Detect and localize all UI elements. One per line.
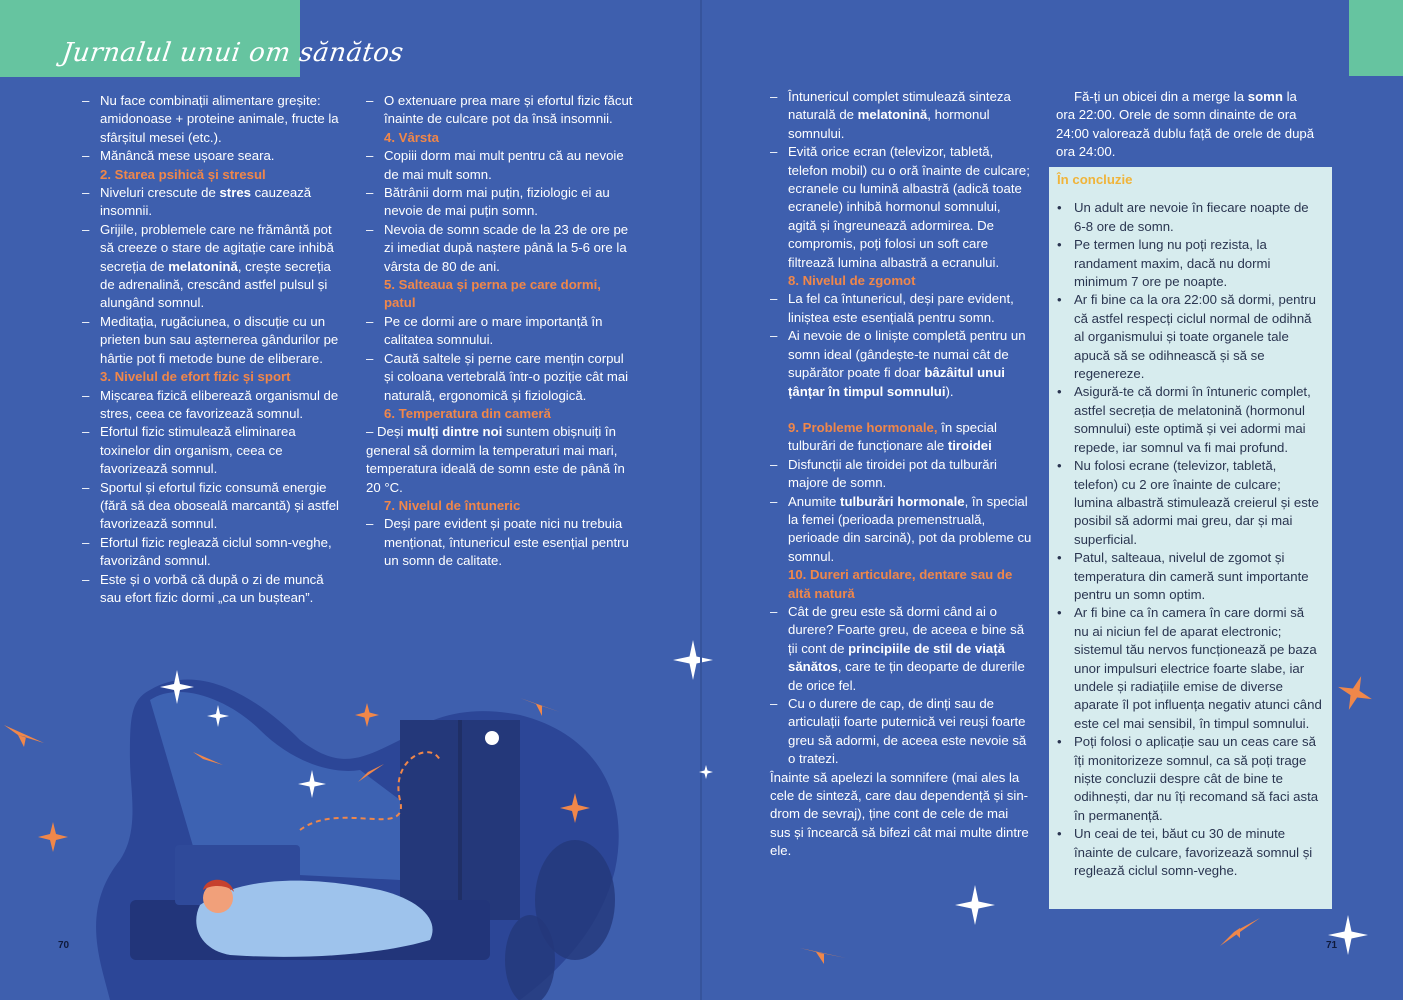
sparkle-icon bbox=[673, 640, 713, 680]
section-heading: 6. Temperatura din cameră bbox=[384, 405, 551, 421]
list-item: – La fel ca întunericul, deși pare evident, liniștea este esențială pentru somn. bbox=[770, 291, 1014, 325]
list-item: • Nu folosi ecrane (televizor, tabletă, telefon) cu 2 ore înainte de culcare; lumina albastră stimulează creierul și este posibil să adormi mai greu, dar și mai superficial. bbox=[1057, 458, 1319, 547]
list-item: – Copiii dorm mai mult pentru că au nevoie de mai mult somn. bbox=[366, 148, 624, 182]
section-heading: 5. Salteaua și perna pe care dormi, patul bbox=[384, 277, 601, 311]
list-item: – Nevoia de somn scade de la 23 de ore pe zi imediat după naștere până la 5-6 ore la vârsta de 80 de ani. bbox=[366, 221, 629, 274]
section-heading: 2. Starea psihică și stresul bbox=[100, 166, 266, 182]
sparkle-icon bbox=[1337, 675, 1373, 711]
list-item: – O extenuare prea mare și efortul fizic făcut înainte de culcare pot da însă insomnii. bbox=[366, 93, 633, 127]
list-item: – Este și o vorbă că după o zi de muncă sau efort fizic dormi „ca un buștean”. bbox=[82, 571, 324, 605]
list-item: • Ar fi bine ca la ora 22:00 să dormi, pentru că astfel respecți ciclul normal de odihnă al organismului și toate organele tale apucă să se odihnească și să se regenereze. bbox=[1057, 292, 1316, 382]
conclusion-box bbox=[1049, 167, 1332, 909]
sleeping-person-illustration bbox=[0, 660, 700, 1000]
list-item: – Întunericul complet stimulează sinteza naturală de melatonină, hormonul somnului. bbox=[770, 89, 1011, 141]
paper-plane-icon bbox=[520, 694, 560, 716]
list-item: • Asigură-te că dormi în întuneric complet, astfel secreția de melatonină (hormonul somnului) este optimă și vei adormi mai repede, iar somnul va fi mai profund. bbox=[1057, 384, 1311, 455]
paper-plane-icon bbox=[4, 723, 44, 747]
box-title: În concluzie bbox=[1057, 172, 1133, 187]
left-column-2 bbox=[366, 92, 634, 571]
section-heading: 8. Nivelul de zgomot bbox=[788, 273, 916, 289]
list-item: • Pe termen lung nu poți rezista, la randament maxim, dacă nu dormi minimum 7 ore pe noapte. bbox=[1057, 237, 1271, 290]
list-item: • Ar fi bine ca în camera în care dormi să nu ai niciun fel de aparat electronic; sistemul tău nervos funcționează pe baza unor impulsuri electrice foarte slabe, iar undele și radiațiile emise de diverse aparate îl pot influența negativ atunci când este cel mai sensibil, în timpul somnului. bbox=[1057, 605, 1322, 731]
list-item: • Un ceai de tei, băut cu 30 de minute înainte de culcare, favorizează somnul și reglează ciclul somn-veghe. bbox=[1057, 826, 1313, 879]
list-item: – Evită orice ecran (televizor, tabletă, telefon mobil) cu o oră înainte de culcare; ecranele cu lumină albastră (adică toate ecranele) inhibă hormonul somnului, agită și îngreunează adormirea. De compromis, poți folosi un soft care filtrează lumina albastră a ecranului. bbox=[770, 144, 1030, 270]
section-heading: 10. Dureri articulare, dentare sau de altă natură bbox=[788, 567, 1013, 601]
sparkle-icon bbox=[355, 703, 379, 727]
list-item: – Grijile, problemele care ne frământă pot să creeze o stare de agitație care inhibă secreția de melatonină, crește secreția de adrenalină, crescând astfel pulsul și alungând somnul. bbox=[82, 221, 334, 311]
list-item: – Deși pare evident și poate nici nu trebuia menționat, întunericul este esențial pentru un somn de calitate. bbox=[366, 516, 629, 569]
sparkle-icon bbox=[38, 822, 68, 852]
sparkle-icon bbox=[955, 885, 995, 925]
list-item: • Patul, salteaua, nivelul de zgomot și temperatura din cameră sunt importante pentru un somn optim. bbox=[1057, 550, 1309, 602]
list-item: – Meditația, rugăciunea, o discuție cu un prieten bun sau așternerea gândurilor pe hârtie pot fi metode bune de eliberare. bbox=[82, 313, 339, 366]
page-number: 71 bbox=[1326, 940, 1338, 951]
list-item: – Bătrânii dorm mai puțin, fiziologic ei au nevoie de mai puțin somn. bbox=[366, 185, 610, 219]
page-title: Jurnalul unui om sănătos bbox=[59, 38, 406, 68]
list-item: – Sportul și efortul fizic consumă energie (fără să dea oboseală marcantă) și astfel favorizează somnul. bbox=[82, 479, 339, 532]
section-heading: 3. Nivelul de efort fizic și sport bbox=[100, 369, 291, 385]
list-item: – Mișcarea fizică eliberează organismul de stres, ceea ce favorizează somnul. bbox=[82, 387, 339, 421]
paragraph: Fă-ți un obicei din a merge la somn la ora 22:00. Orele de somn dinainte de ora 24:00 valorează dublu față de orele de după ora 24:00. bbox=[1056, 89, 1315, 160]
section-heading: 9. Probleme hormonale, în special tulburări de funcționare ale tiroidei bbox=[788, 419, 997, 454]
list-item: – Nu face combinații alimentare greșite: amidonoase + proteine animale, fructe la sfârșitul mesei (etc.). bbox=[82, 93, 339, 145]
list-item: – Anumite tulburări hormonale, în special la femei (perioada premenstruală, perioade din sarcină), pot da probleme cu somnul. bbox=[770, 493, 1032, 564]
list-item: – Pe ce dormi are o mare importanță în calitatea somnului. bbox=[366, 313, 603, 348]
paper-plane-icon bbox=[800, 938, 846, 964]
paragraph: Înainte să apelezi la somnifere (mai ales la cele de sinteză, care dau dependență și sin- drom de sevraj), ține cont de cele de mai sus și încearcă să bifezi cât mai multe dintre ele. bbox=[770, 769, 1029, 859]
right-column-2-intro bbox=[1056, 88, 1318, 162]
left-column-1 bbox=[82, 92, 348, 607]
moon-icon bbox=[485, 731, 499, 745]
list-item: – Ai nevoie de o liniște completă pentru un somn ideal (gândește-te numai cât de supărător poate fi doar bâzâitul unui țânțar în timpul somnului). bbox=[770, 328, 1026, 399]
sparkle-icon bbox=[560, 793, 590, 823]
left-page bbox=[0, 0, 701, 1000]
list-item: – Niveluri crescute de stres cauzează insomnii. bbox=[82, 185, 312, 219]
paper-plane-icon bbox=[193, 750, 223, 768]
list-item: – Mănâncă mese ușoare seara. bbox=[82, 148, 275, 164]
paper-plane-icon bbox=[1220, 918, 1260, 948]
list-item: • Un adult are nevoie în fiecare noapte de 6-8 ore de somn. bbox=[1057, 200, 1309, 234]
sparkle-icon bbox=[699, 765, 713, 779]
sparkle-icon bbox=[298, 770, 326, 798]
paper-plane-icon bbox=[358, 764, 384, 784]
list-item: – Cât de greu este să dormi când ai o durere? Foarte greu, de aceea e bine să ții cont de principiile de stil de viață sănătos, care te țin deoparte de durerile de orice fel. bbox=[770, 603, 1025, 693]
sparkle-icon bbox=[160, 670, 194, 704]
sparkle-icon bbox=[207, 705, 229, 727]
paragraph: – Deși mulți dintre noi suntem obișnuiți în general să dormim la temperaturi mai mari, temperatura ideală de somn este de până în 20 °C. bbox=[366, 424, 625, 495]
list-item: – Efortul fizic reglează ciclul somn-veghe, favorizând somnul. bbox=[82, 534, 332, 569]
list-item: – Cu o durere de cap, de dinți sau de articulații foarte puternică vei reuși foarte greu să adormi, de aceea este nevoie să o tratezi. bbox=[770, 696, 1027, 767]
section-heading: 4. Vârsta bbox=[384, 129, 439, 145]
list-item: • Poți folosi o aplicație sau un ceas care să îți monitorizeze somnul, ca să poți trage niște concluzii despre cât de bine te odihnești, dar nu îți recomand să faci asta în permanență. bbox=[1057, 734, 1319, 823]
list-item: – Efortul fizic stimulează eliminarea toxinelor din organism, ceea ce favorizează somnul. bbox=[82, 424, 296, 477]
right-column-1 bbox=[770, 88, 1032, 861]
list-item: – Disfuncții ale tiroidei pot da tulburări majore de somn. bbox=[770, 456, 997, 491]
section-heading: 7. Nivelul de întuneric bbox=[384, 497, 521, 513]
list-item: – Caută saltele și perne care mențin corpul și coloana vertebrală într-o poziție cât mai naturală, ergonomică și fiziologică. bbox=[366, 350, 629, 403]
page-number: 70 bbox=[58, 940, 70, 951]
corner-tab bbox=[1349, 0, 1403, 76]
gutter bbox=[700, 0, 702, 1000]
